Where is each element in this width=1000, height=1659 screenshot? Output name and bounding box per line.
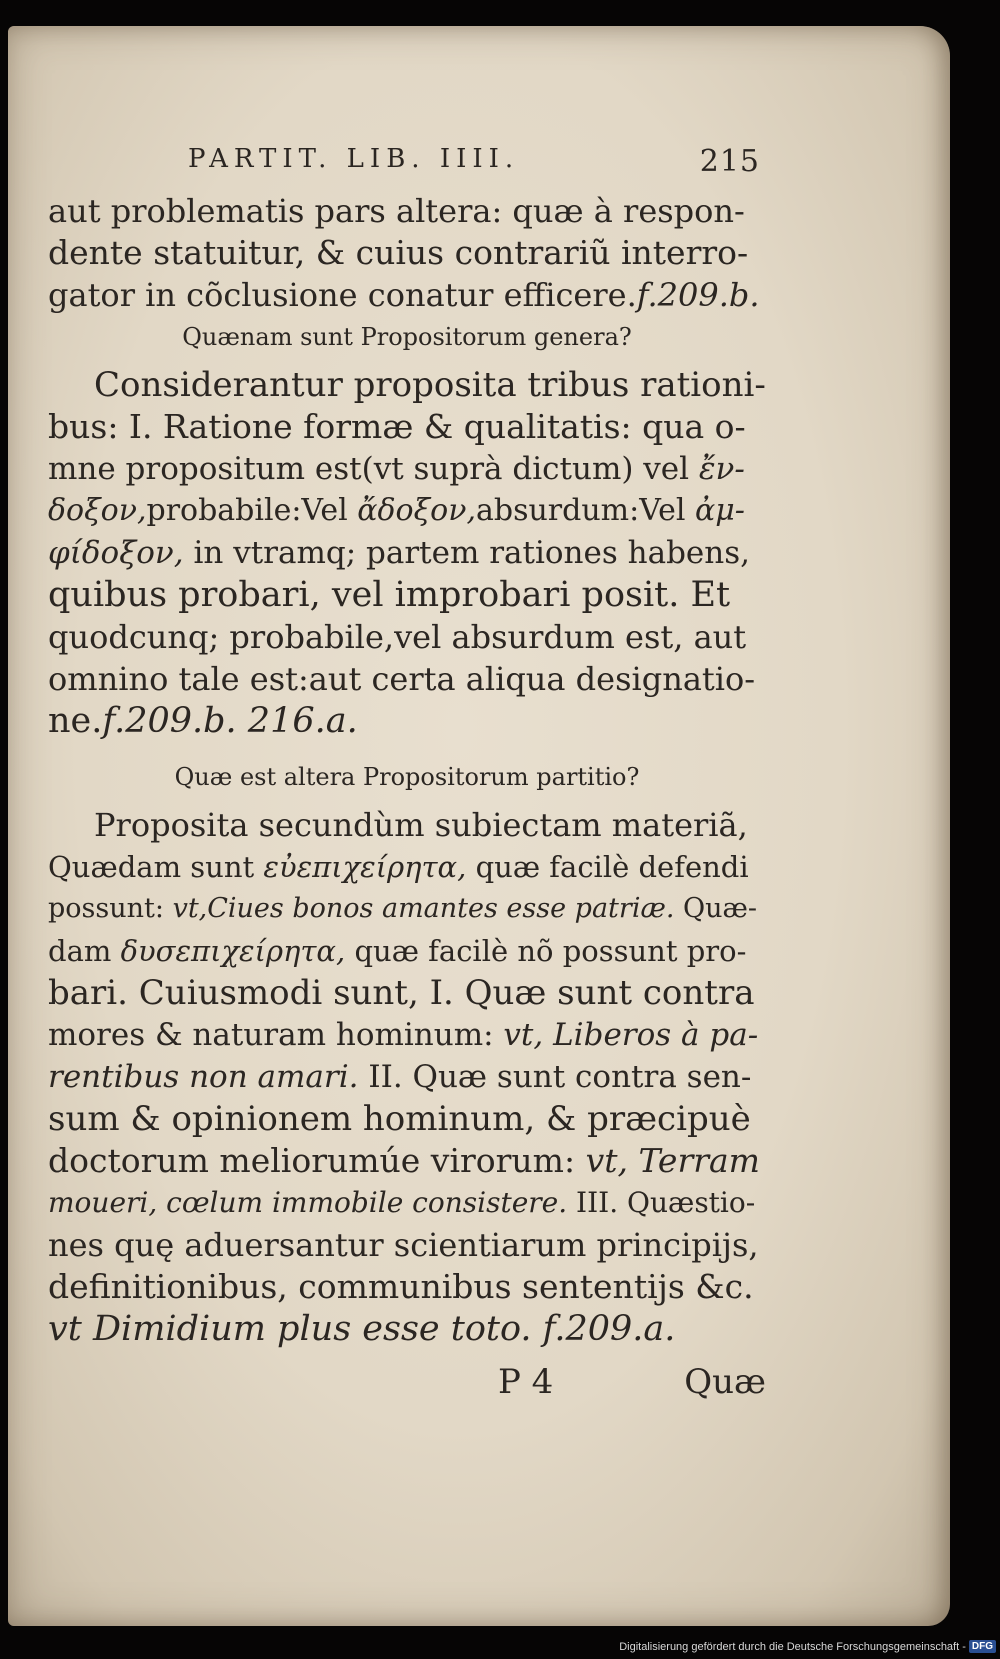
- credit-text: Digitalisierung gefördert durch die Deutsche Forschungsgemeinschaft -: [619, 1640, 966, 1653]
- text-line: [48, 616, 766, 658]
- italic-segment: rentibus non amari.: [48, 1059, 359, 1095]
- italic-segment: moueri, cœlum immobile consistere.: [48, 1186, 568, 1219]
- running-title: PARTIT. LIB. IIII.: [188, 144, 520, 174]
- text-line: [48, 804, 766, 846]
- italic-segment: φίδοξον,: [48, 535, 184, 571]
- dfg-logo: DFG: [969, 1640, 996, 1653]
- catchword: Quæ: [684, 1362, 766, 1402]
- italic-segment: f.209.b.: [636, 276, 760, 314]
- text-segment: doctorum meliorumúe virorum:: [48, 1141, 586, 1180]
- text-line: [48, 888, 766, 930]
- italic-segment: ἄδοξον,: [357, 493, 476, 528]
- question-heading: [48, 758, 766, 796]
- italic-segment: εὐεπιχείρητα,: [263, 850, 467, 884]
- text-segment: quibus probari, vel improbari posit. Et: [48, 575, 731, 615]
- text-segment: sum & opinionem hominum, & præcipuè: [48, 1099, 751, 1139]
- text-line: [48, 490, 766, 532]
- text-segment: Considerantur proposita tribus rationi-: [94, 365, 766, 405]
- text-segment: bus: I. Ratione formæ & qualitatis: qua o-: [48, 407, 746, 446]
- text-line: [48, 532, 766, 574]
- text-segment: bari. Cuiusmodi sunt, I. Quæ sunt contra: [48, 973, 755, 1013]
- text-segment: possunt:: [48, 893, 173, 924]
- text-line: [48, 658, 766, 700]
- text-line: [48, 448, 766, 490]
- text-segment: ne.: [48, 701, 103, 741]
- text-segment: Proposita secundùm subiectam materiã,: [94, 806, 748, 844]
- text-line: [48, 274, 766, 316]
- text-line: [48, 846, 766, 888]
- book-page: [8, 26, 950, 1626]
- text-line: [48, 972, 766, 1014]
- body-text: [48, 190, 766, 1406]
- text-line: [48, 364, 766, 406]
- italic-segment: vt, Liberos à pa-: [503, 1017, 759, 1053]
- question-heading: [48, 318, 766, 356]
- italic-segment: ἀμ-: [695, 493, 745, 528]
- text-segment: quæ facilè defendi: [466, 850, 749, 884]
- text-segment: dam: [48, 934, 121, 968]
- digitization-credit: [619, 1640, 996, 1653]
- text-segment: absurdum:Vel: [475, 493, 696, 528]
- text-segment: nes quę aduersantur scientiarum principijs,: [48, 1226, 759, 1264]
- text-segment: Quædam sunt: [48, 850, 264, 884]
- text-line: [48, 574, 766, 616]
- text-segment: mores & naturam hominum:: [48, 1017, 504, 1053]
- text-line: [48, 1308, 766, 1350]
- italic-segment: vt, Terram: [585, 1141, 760, 1180]
- page-number: 215: [699, 144, 760, 179]
- text-line: [48, 1182, 766, 1224]
- text-line: [48, 232, 766, 274]
- text-segment: Quæ est altera Propositorum partitio?: [174, 763, 640, 791]
- text-segment: quodcunq; probabile,vel absurdum est, aut: [48, 618, 747, 656]
- text-line: [48, 1266, 766, 1308]
- text-line: [48, 1098, 766, 1140]
- italic-segment: f.209.b. 216.a.: [102, 701, 358, 741]
- text-line: [48, 930, 766, 972]
- text-segment: mne propositum est(vt suprà dictum) vel: [48, 451, 699, 487]
- text-line: [48, 1014, 766, 1056]
- text-segment: aut problematis pars altera: quæ à respon-: [48, 192, 745, 230]
- text-segment: in vtramq; partem rationes habens,: [183, 535, 750, 571]
- text-segment: dente statuitur, & cuius contrariũ interro-: [48, 233, 749, 272]
- text-segment: quæ facilè nõ possunt pro-: [345, 934, 747, 968]
- text-segment: gator in cõclusione conatur efficere.: [48, 276, 637, 314]
- italic-segment: ἔν-: [698, 451, 745, 487]
- signature-mark: P 4: [498, 1362, 554, 1402]
- text-segment: Quænam sunt Propositorum genera?: [182, 323, 632, 351]
- text-line: [48, 700, 766, 742]
- text-segment: Quæ-: [674, 893, 758, 924]
- text-line: [48, 1224, 766, 1266]
- italic-segment: δοξον,: [48, 493, 147, 528]
- text-segment: definitionibus, communibus sententijs &c.: [48, 1267, 754, 1306]
- text-line: [48, 190, 766, 232]
- italic-segment: vt,Ciues bonos amantes esse patriæ.: [172, 893, 675, 924]
- running-header: [188, 144, 760, 179]
- signature-line: [48, 1358, 766, 1406]
- italic-segment: δυσεπιχείρητα,: [120, 934, 346, 968]
- text-segment: probabile:Vel: [146, 493, 358, 528]
- text-line: [48, 406, 766, 448]
- text-line: [48, 1140, 766, 1182]
- text-segment: II. Quæ sunt contra sen-: [358, 1059, 752, 1095]
- text-line: [48, 1056, 766, 1098]
- text-segment: omnino tale est:aut certa aliqua designatio-: [48, 660, 756, 698]
- text-segment: III. Quæstio-: [567, 1186, 756, 1219]
- italic-segment: vt Dimidium plus esse toto. f.209.a.: [48, 1309, 676, 1349]
